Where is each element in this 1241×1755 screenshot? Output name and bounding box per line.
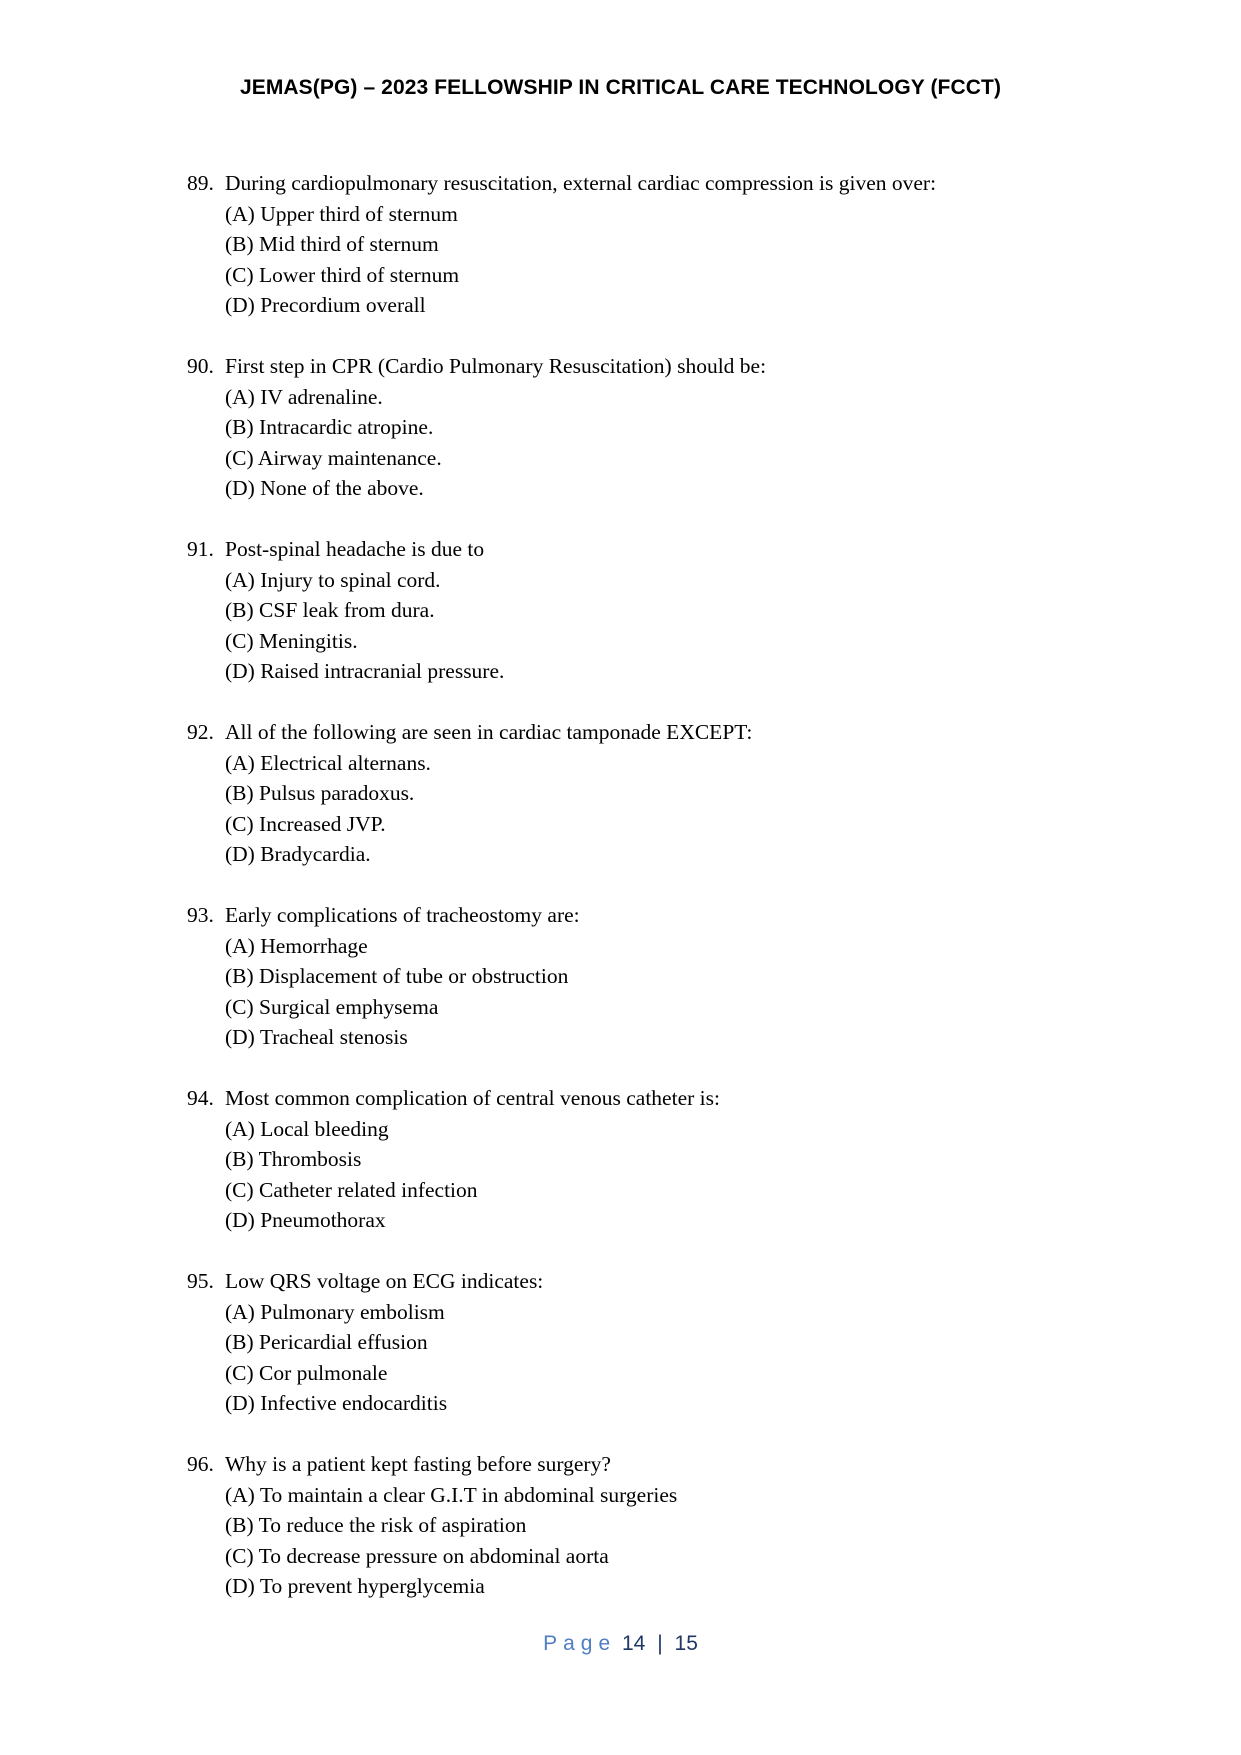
- question-number: 95.: [187, 1269, 214, 1293]
- question-96: [187, 1449, 1187, 1602]
- option-d: (D) None of the above.: [225, 476, 424, 500]
- option-c: (C) Cor pulmonale: [225, 1360, 388, 1385]
- question-number: 92.: [187, 720, 214, 744]
- option-b: (B) Thrombosis: [225, 1147, 362, 1171]
- option-b: (B) Mid third of sternum: [225, 232, 439, 256]
- question-stem: [187, 900, 1187, 931]
- question-text: Early complications of tracheostomy are:: [225, 903, 580, 927]
- option-c: (C) Surgical emphysema: [225, 994, 439, 1019]
- option-c: (C) Increased JVP.: [225, 811, 386, 836]
- question-list: [187, 168, 1187, 1632]
- option-c: (C) Catheter related infection: [225, 1177, 478, 1202]
- total-pages-number: 15: [674, 1632, 698, 1655]
- question-stem: [187, 168, 1187, 199]
- option-b: (B) Intracardic atropine.: [225, 415, 434, 439]
- option-b: (B) CSF leak from dura.: [225, 598, 435, 622]
- option-a: (A) Upper third of sternum: [225, 201, 458, 226]
- page-separator: |: [657, 1632, 663, 1655]
- page-header: [0, 76, 1241, 100]
- question-stem: [187, 1449, 1187, 1480]
- question-text: Low QRS voltage on ECG indicates:: [225, 1269, 544, 1293]
- question-number: 89.: [187, 171, 214, 195]
- option-list: [187, 1114, 1187, 1236]
- option-a: (A) IV adrenaline.: [225, 384, 383, 409]
- option-a: (A) To maintain a clear G.I.T in abdominal surgeries: [225, 1482, 678, 1507]
- option-a: (A) Local bleeding: [225, 1116, 389, 1141]
- option-list: [187, 199, 1187, 321]
- question-number: 96.: [187, 1452, 214, 1476]
- question-stem: [187, 534, 1187, 565]
- option-d: (D) To prevent hyperglycemia: [225, 1574, 485, 1598]
- option-d: (D) Tracheal stenosis: [225, 1025, 408, 1049]
- question-text: During cardiopulmonary resuscitation, external cardiac compression is given over:: [225, 171, 937, 195]
- option-d: (D) Raised intracranial pressure.: [225, 659, 505, 683]
- option-list: [187, 931, 1187, 1053]
- question-95: [187, 1266, 1187, 1419]
- question-stem: [187, 1083, 1187, 1114]
- option-list: [187, 1480, 1187, 1602]
- page-label: Page: [543, 1632, 617, 1655]
- question-text: Post-spinal headache is due to: [225, 537, 485, 561]
- option-b: (B) Pericardial effusion: [225, 1330, 428, 1354]
- option-list: [187, 1297, 1187, 1419]
- question-number: 93.: [187, 903, 214, 927]
- option-d: (D) Precordium overall: [225, 293, 426, 317]
- question-stem: [187, 717, 1187, 748]
- option-d: (D) Infective endocarditis: [225, 1391, 448, 1415]
- option-a: (A) Electrical alternans.: [225, 750, 431, 775]
- option-list: [187, 565, 1187, 687]
- option-c: (C) To decrease pressure on abdominal aorta: [225, 1543, 609, 1568]
- question-number: 91.: [187, 537, 214, 561]
- option-b: (B) Displacement of tube or obstruction: [225, 964, 569, 988]
- question-number: 94.: [187, 1086, 214, 1110]
- question-text: First step in CPR (Cardio Pulmonary Resuscitation) should be:: [225, 354, 767, 378]
- option-d: (D) Pneumothorax: [225, 1208, 386, 1232]
- option-a: (A) Hemorrhage: [225, 933, 368, 958]
- option-c: (C) Lower third of sternum: [225, 262, 460, 287]
- option-d: (D) Bradycardia.: [225, 842, 371, 866]
- option-list: [187, 382, 1187, 504]
- question-stem: [187, 351, 1187, 382]
- current-page-number: 14: [622, 1632, 646, 1655]
- question-stem: [187, 1266, 1187, 1297]
- page-footer: [0, 1632, 1241, 1656]
- question-number: 90.: [187, 354, 214, 378]
- question-91: [187, 534, 1187, 687]
- option-list: [187, 748, 1187, 870]
- option-c: (C) Airway maintenance.: [225, 445, 442, 470]
- option-a: (A) Pulmonary embolism: [225, 1299, 445, 1324]
- option-b: (B) Pulsus paradoxus.: [225, 781, 415, 805]
- question-90: [187, 351, 1187, 504]
- question-94: [187, 1083, 1187, 1236]
- option-b: (B) To reduce the risk of aspiration: [225, 1513, 527, 1537]
- option-a: (A) Injury to spinal cord.: [225, 567, 441, 592]
- option-c: (C) Meningitis.: [225, 628, 358, 653]
- question-89: [187, 168, 1187, 321]
- question-text: Most common complication of central venous catheter is:: [225, 1086, 720, 1110]
- question-93: [187, 900, 1187, 1053]
- question-92: [187, 717, 1187, 870]
- question-text: Why is a patient kept fasting before surgery?: [225, 1452, 611, 1476]
- question-text: All of the following are seen in cardiac tamponade EXCEPT:: [225, 720, 753, 744]
- header-title: JEMAS(PG) – 2023 FELLOWSHIP IN CRITICAL CARE TECHNOLOGY (FCCT): [239, 76, 1002, 99]
